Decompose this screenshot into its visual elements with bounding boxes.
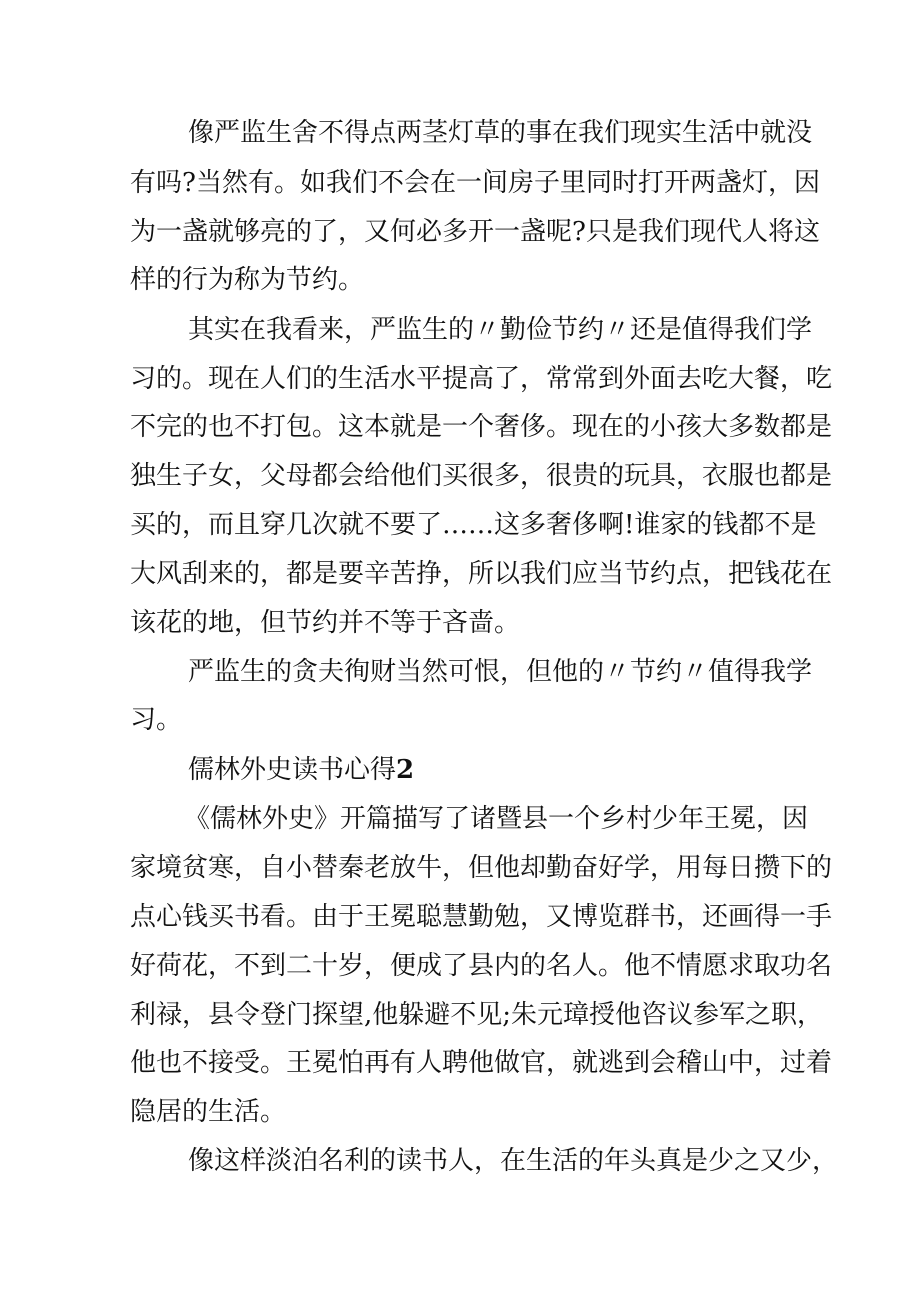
paragraph-1-line-2: 有吗?当然有。如我们不会在一间房子里同时打开两盏灯，因	[130, 168, 820, 198]
paragraph-5-line-6: 他也不接受。王冕怕再有人聘他做官，就逃到会稽山中，过着	[130, 1048, 833, 1078]
paragraph-1-line-3: 为一盏就够亮的了，又何必多开一盏呢?只是我们现代人将这	[130, 217, 820, 247]
paragraph-5-line-7: 隐居的生活。	[130, 1097, 287, 1127]
paragraph-5-line-5: 利禄，县令登门探望,他躲避不见;朱元璋授他咨议参军之职，	[130, 1000, 824, 1030]
paragraph-2-line-5: 买的，而且穿几次就不要了……这多奢侈啊!谁家的钱都不是	[130, 510, 817, 540]
paragraph-1-line-4: 样的行为称为节约。	[130, 265, 365, 295]
paragraph-5-line-1: 《儒林外史》开篇描写了诸暨县一个乡村少年王冕，因	[184, 804, 809, 834]
paragraph-2-line-4: 独生子女，父母都会给他们买很多，很贵的玩具，衣服也都是	[130, 461, 833, 491]
paragraph-5-line-2: 家境贫寒，自小替秦老放牛，但他却勤奋好学，用每日攒下的	[130, 853, 833, 883]
paragraph-1-line-1: 像严监生舍不得点两茎灯草的事在我们现实生活中就没	[188, 118, 813, 148]
section-heading	[188, 753, 414, 787]
paragraph-5-line-3: 点心钱买书看。由于王冕聪慧勤勉，又博览群书，还画得一手	[130, 902, 833, 932]
paragraph-6-line-1: 像这样淡泊名利的读书人，在生活的年头真是少之又少，	[188, 1146, 839, 1176]
paragraph-2-line-3: 不完的也不打包。这本就是一个奢侈。现在的小孩大多数都是	[130, 412, 833, 442]
paragraph-5-line-4: 好荷花，不到二十岁，便成了县内的名人。他不情愿求取功名	[130, 951, 833, 981]
paragraph-3-line-2: 习。	[130, 705, 183, 735]
section-heading-text: 儒林外史读书心得	[188, 755, 397, 785]
paragraph-2-line-6: 大风刮来的，都是要辛苦挣，所以我们应当节约点，把钱花在	[130, 559, 833, 589]
paragraph-2-line-7: 该花的地，但节约并不等于吝啬。	[130, 608, 521, 638]
section-heading-number: 2	[396, 755, 415, 785]
paragraph-2-line-1: 其实在我看来，严监生的〃勤俭节约〃还是值得我们学	[188, 315, 813, 345]
paragraph-2-line-2: 习的。现在人们的生活水平提高了，常常到外面去吃大餐，吃	[130, 364, 833, 394]
paragraph-3-line-1: 严监生的贪夫徇财当然可恨，但他的〃节约〃值得我学	[188, 657, 813, 687]
